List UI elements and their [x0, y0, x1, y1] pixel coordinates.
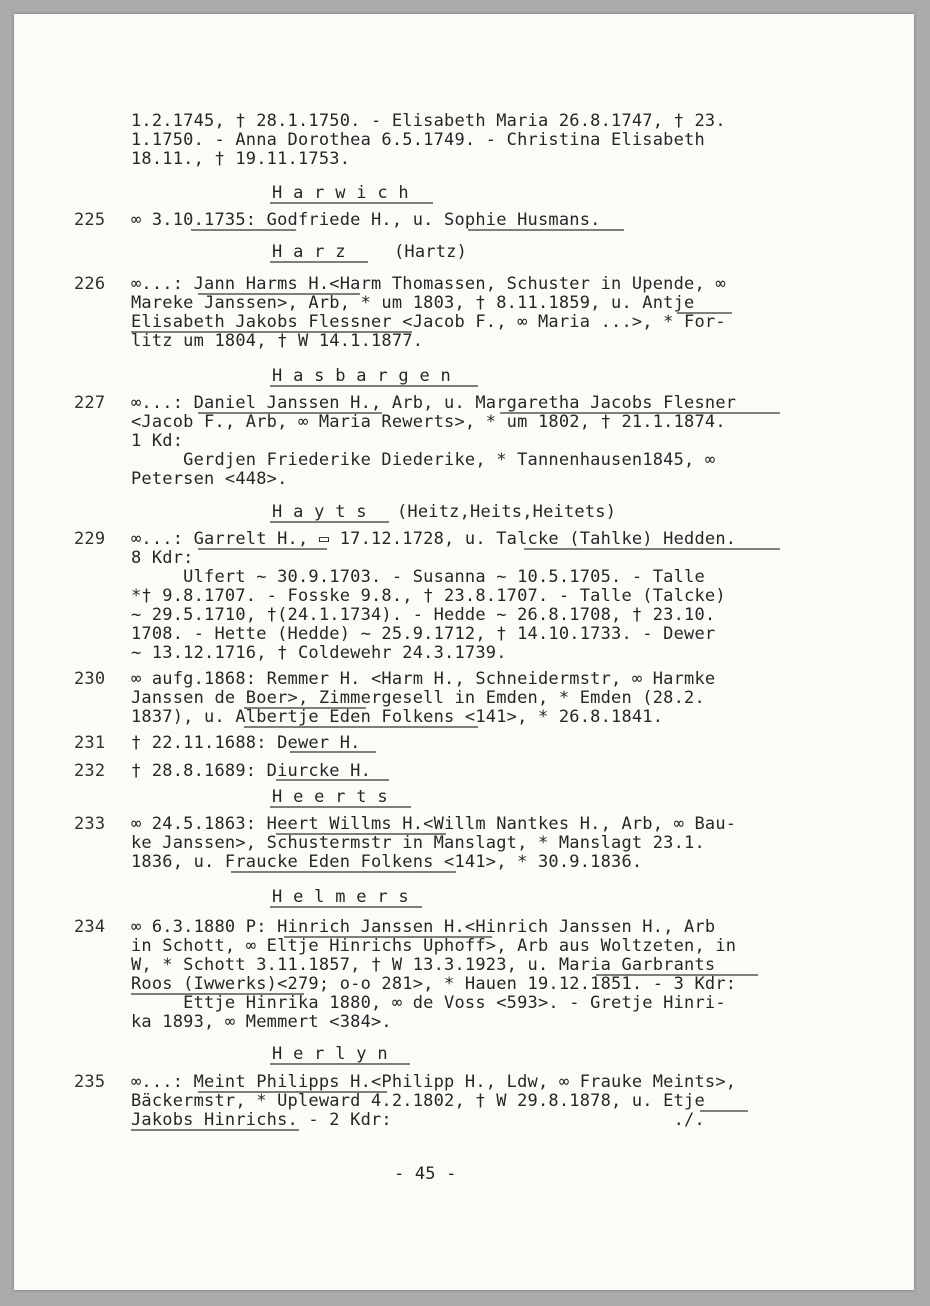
entry-231-line-1: † 22.11.1688: Dewer H. [131, 733, 361, 753]
entry-227-line-2: <Jacob F., Arb, ∞ Maria Rewerts>, * um 1802, † 21.1.1874. [131, 412, 726, 432]
document-page [14, 14, 914, 1290]
entry-number-235: 235 [74, 1072, 106, 1092]
page-number: - 45 - [394, 1164, 457, 1184]
entry-229-line-4: *† 9.8.1707. - Fosske 9.8., † 23.8.1707. - Talle (Talcke) [131, 586, 726, 606]
entry-227-line-3: 1 Kd: [131, 431, 184, 451]
entry-229-line-1: ∞...: Garrelt H., ▭ 17.12.1728, u. Talcke (Tahlke) Hedden. [131, 529, 737, 549]
intro-line-3: 18.11., † 19.11.1753. [131, 149, 351, 169]
entry-226-line-4: litz um 1804, † W 14.1.1877. [131, 331, 424, 351]
entry-233-line-2: ke Janssen>, Schustermstr in Manslagt, * Manslagt 23.1. [131, 833, 705, 853]
entry-234-line-6: ka 1893, ∞ Memmert <384>. [131, 1012, 392, 1032]
entry-235-line-1: ∞...: Meint Philipps H.<Philipp H., Ldw, ∞ Frauke Meints>, [131, 1072, 737, 1092]
entry-number-234: 234 [74, 917, 106, 937]
entry-225-line-1: ∞ 3.10.1735: Godfriede H., u. Sophie Husmans. [131, 210, 601, 230]
entry-232-line-1: † 28.8.1689: Diurcke H. [131, 761, 372, 781]
entry-234-line-4: Roos (Iwwerks)<279; o-o 281>, * Hauen 19.12.1851. - 3 Kdr: [131, 974, 737, 994]
entry-226-line-3: Elisabeth Jakobs Flessner <Jacob F., ∞ Maria ...>, * For- [131, 312, 726, 332]
entry-number-227: 227 [74, 393, 106, 413]
section-heading-harwich: H a r w i c h [272, 183, 409, 203]
section-heading-hasbargen: H a s b a r g e n [272, 366, 452, 386]
entry-227-line-1: ∞...: Daniel Janssen H., Arb, u. Margaretha Jacobs Flesner [131, 393, 737, 413]
section-heading-hayts: H a y t s [272, 502, 367, 522]
entry-229-line-6: 1708. - Hette (Hedde) ~ 25.9.1712, † 14.10.1733. - Dewer [131, 624, 716, 644]
section-heading-herlyn: H e r l y n [272, 1044, 388, 1064]
entry-number-225: 225 [74, 210, 106, 230]
section-heading-heerts: H e e r t s [272, 787, 388, 807]
entry-number-233: 233 [74, 814, 106, 834]
entry-234-line-5: Ettje Hinrika 1880, ∞ de Voss <593>. - Gretje Hinri- [131, 993, 726, 1013]
entry-229-line-3: Ulfert ~ 30.9.1703. - Susanna ~ 10.5.1705. - Talle [131, 567, 705, 587]
entry-234-line-2: in Schott, ∞ Eltje Hinrichs Uphoff>, Arb aus Woltzeten, in [131, 936, 737, 956]
section-heading-harz: H a r z [272, 242, 346, 262]
entry-229-line-2: 8 Kdr: [131, 548, 194, 568]
entry-229-line-7: ~ 13.12.1716, † Coldewehr 24.3.1739. [131, 643, 507, 663]
entry-number-229: 229 [74, 529, 106, 549]
section-note-harz: (Hartz) [394, 242, 468, 262]
entry-226-line-1: ∞...: Jann Harms H.<Harm Thomassen, Schuster in Upende, ∞ [131, 274, 726, 294]
intro-line-2: 1.1750. - Anna Dorothea 6.5.1749. - Christina Elisabeth [131, 130, 705, 150]
entry-number-232: 232 [74, 761, 106, 781]
section-heading-helmers: H e l m e r s [272, 887, 409, 907]
section-note-hayts: (Heitz,Heits,Heitets) [397, 502, 617, 522]
entry-230-line-2: Janssen de Boer>, Zimmergesell in Emden, * Emden (28.2. [131, 688, 705, 708]
entry-230-line-1: ∞ aufg.1868: Remmer H. <Harm H., Schneidermstr, ∞ Harmke [131, 669, 716, 689]
entry-234-line-3: W, * Schott 3.11.1857, † W 13.3.1923, u. Maria Garbrants [131, 955, 716, 975]
entry-227-line-5: Petersen <448>. [131, 469, 288, 489]
entry-229-line-5: ~ 29.5.1710, †(24.1.1734). - Hedde ~ 26.8.1708, † 23.10. [131, 605, 716, 625]
entry-233-line-1: ∞ 24.5.1863: Heert Willms H.<Willm Nantkes H., Arb, ∞ Bau- [131, 814, 737, 834]
entry-number-231: 231 [74, 733, 106, 753]
entry-235-line-3: Jakobs Hinrichs. - 2 Kdr: ./. [131, 1110, 705, 1130]
entry-number-226: 226 [74, 274, 106, 294]
entry-234-line-1: ∞ 6.3.1880 P: Hinrich Janssen H.<Hinrich Janssen H., Arb [131, 917, 716, 937]
entry-233-line-3: 1836, u. Fraucke Eden Folkens <141>, * 30.9.1836. [131, 852, 643, 872]
entry-number-230: 230 [74, 669, 106, 689]
entry-227-line-4: Gerdjen Friederike Diederike, * Tannenhausen1845, ∞ [131, 450, 716, 470]
entry-235-line-2: Bäckermstr, * Upleward 4.2.1802, † W 29.8.1878, u. Etje [131, 1091, 705, 1111]
intro-line-1: 1.2.1745, † 28.1.1750. - Elisabeth Maria 26.8.1747, † 23. [131, 111, 726, 131]
entry-226-line-2: Mareke Janssen>, Arb, * um 1803, † 8.11.1859, u. Antje [131, 293, 695, 313]
entry-230-line-3: 1837), u. Albertje Eden Folkens <141>, * 26.8.1841. [131, 707, 664, 727]
